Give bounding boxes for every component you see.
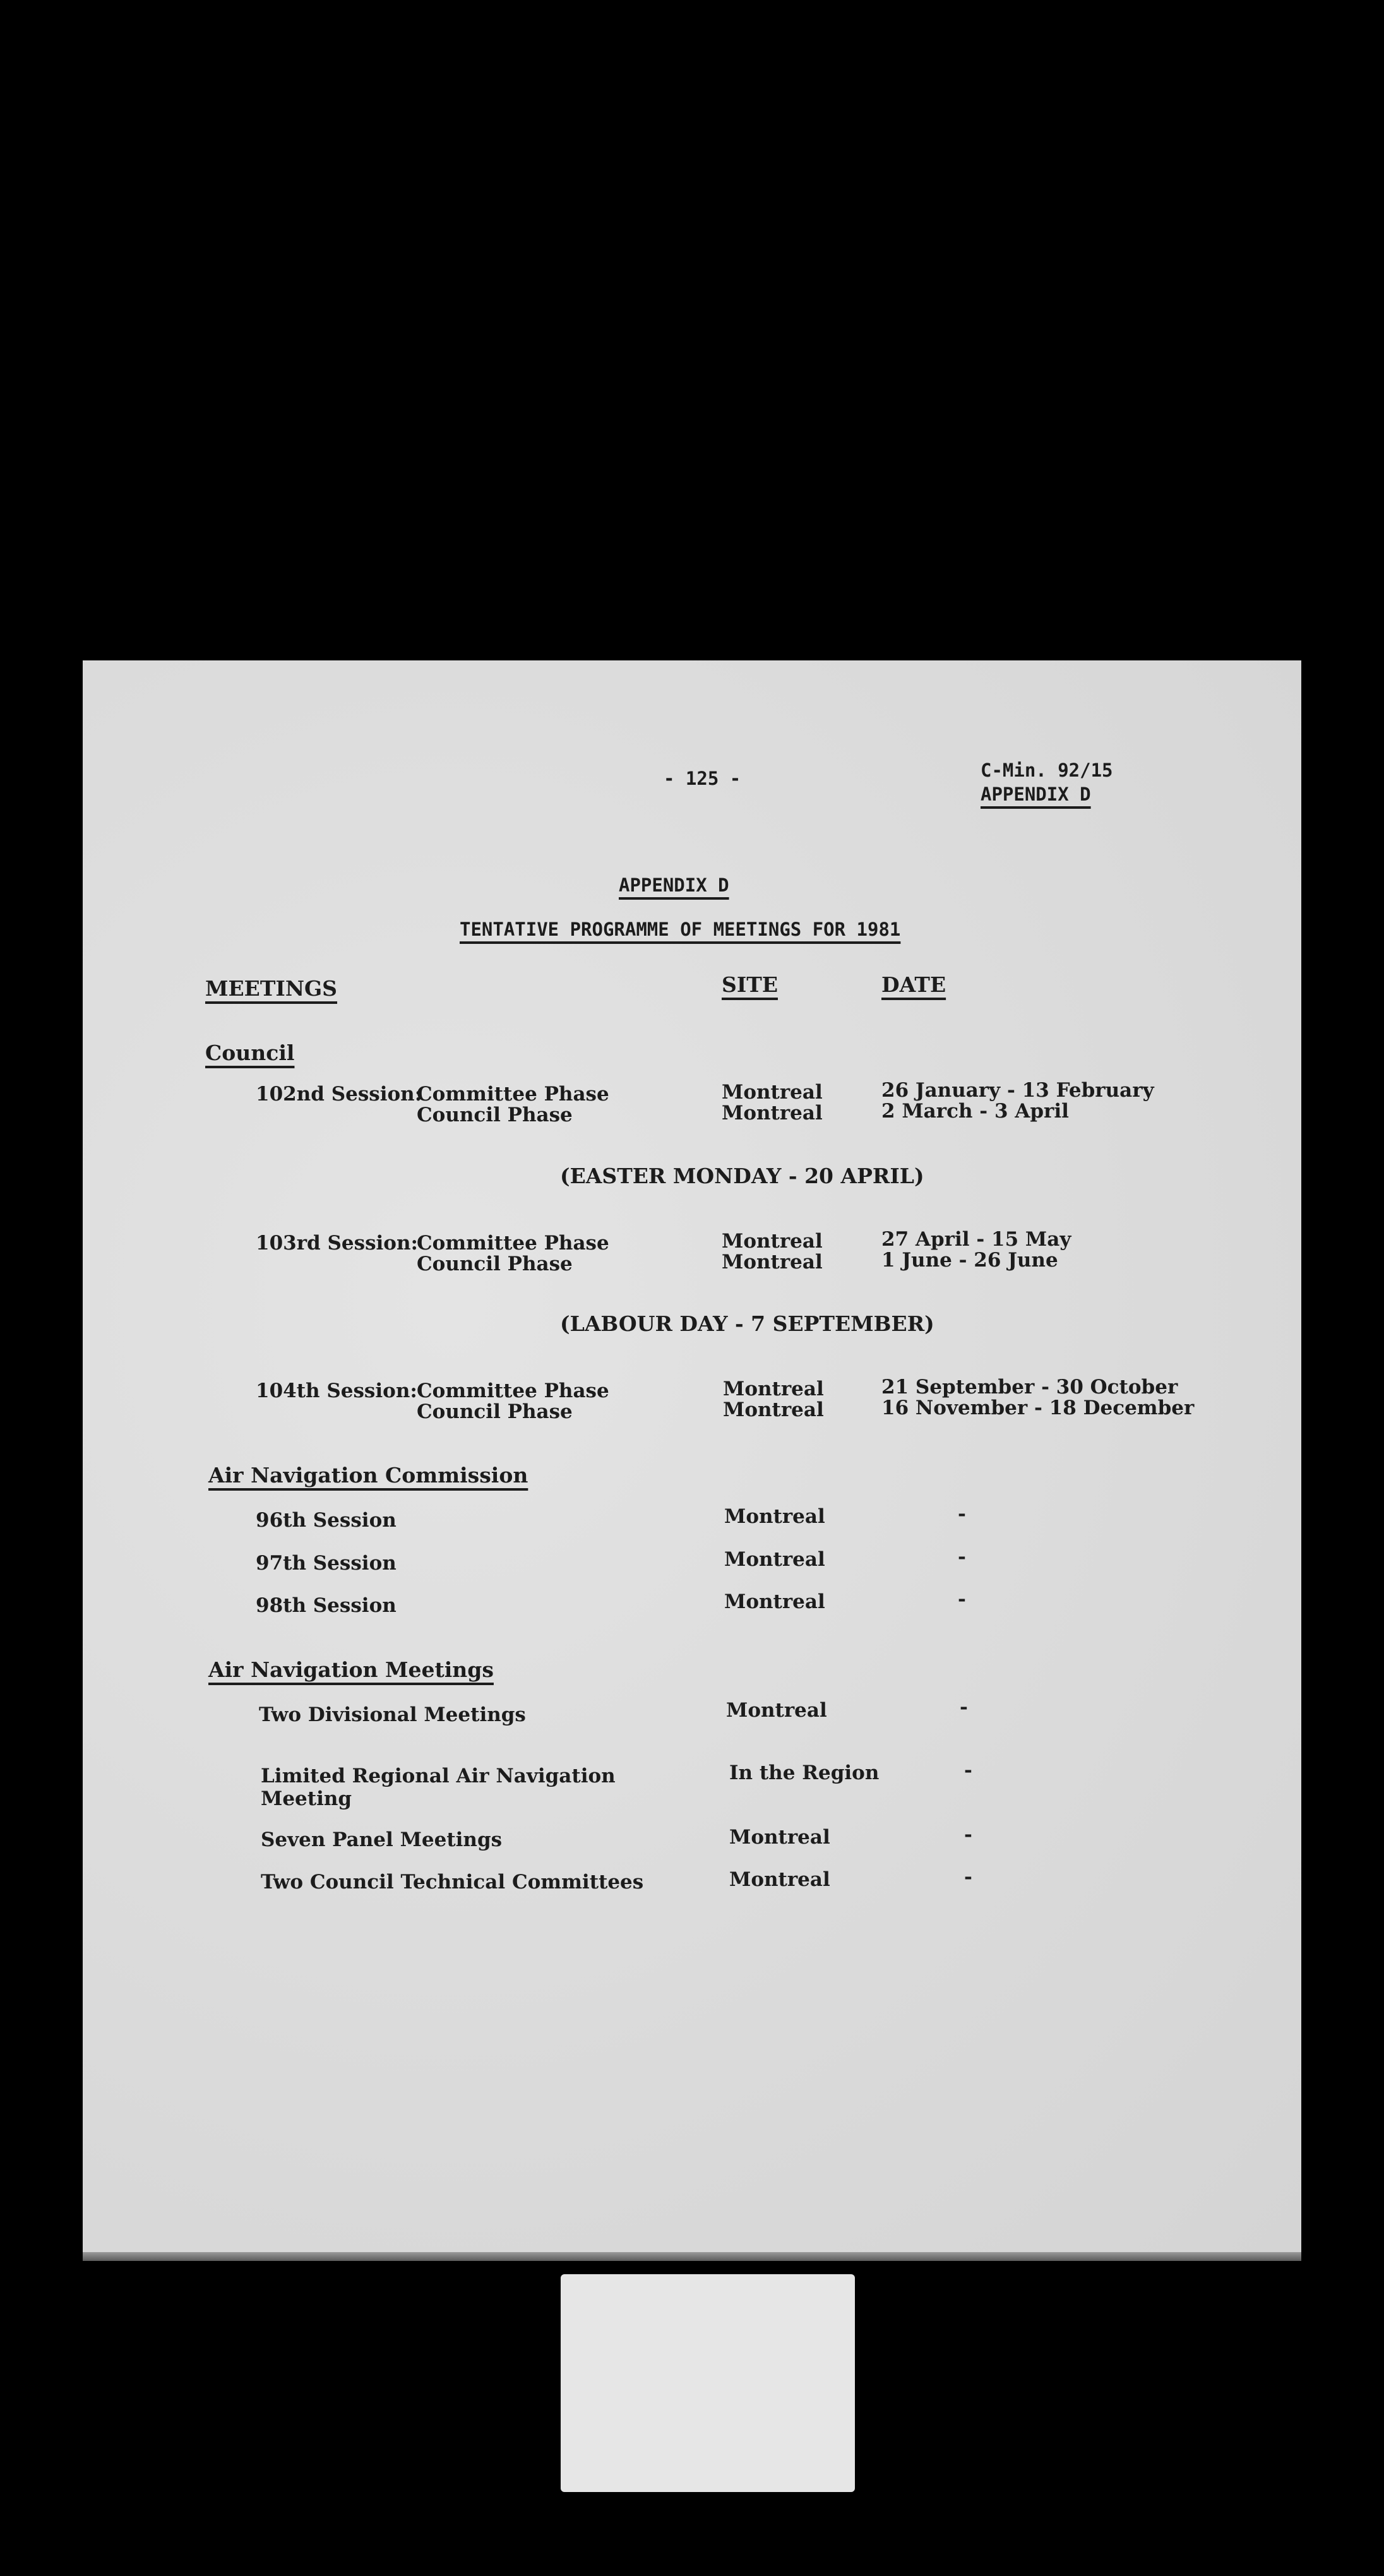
phase-label: Committee Phase bbox=[417, 1380, 609, 1402]
column-header-site: SITE bbox=[722, 972, 778, 997]
date-value: 27 April - 15 May bbox=[881, 1228, 1071, 1251]
site-value: In the Region bbox=[729, 1762, 880, 1784]
date-value: - bbox=[964, 1866, 972, 1888]
programme-heading: TENTATIVE PROGRAMME OF MEETINGS FOR 1981 bbox=[460, 919, 901, 940]
phase-label: Committee Phase bbox=[417, 1232, 609, 1255]
phase-label: Council Phase bbox=[417, 1104, 573, 1126]
meeting-name-continued: Meeting bbox=[261, 1787, 352, 1810]
site-value: Montreal bbox=[722, 1251, 823, 1273]
site-value: Montreal bbox=[724, 1548, 825, 1571]
site-value: Montreal bbox=[724, 1505, 825, 1528]
date-value: 21 September - 30 October bbox=[881, 1376, 1178, 1398]
blank-card bbox=[561, 2274, 855, 2492]
site-value: Montreal bbox=[724, 1590, 825, 1613]
date-value: 16 November - 18 December bbox=[881, 1397, 1195, 1419]
document-reference: C-Min. 92/15 bbox=[981, 760, 1113, 781]
site-value: Montreal bbox=[722, 1230, 823, 1253]
site-value: Montreal bbox=[729, 1826, 830, 1849]
meeting-name: Two Divisional Meetings bbox=[259, 1703, 526, 1726]
holiday-note: (LABOUR DAY - 7 SEPTEMBER) bbox=[560, 1311, 934, 1336]
site-value: Montreal bbox=[723, 1398, 824, 1421]
site-value: Montreal bbox=[726, 1699, 827, 1722]
meeting-name: Seven Panel Meetings bbox=[261, 1828, 503, 1851]
session-label: 102nd Session: bbox=[256, 1083, 422, 1106]
session-label: 104th Session: bbox=[256, 1380, 417, 1402]
meeting-name: 97th Session bbox=[256, 1552, 397, 1575]
session-label: 103rd Session: bbox=[256, 1232, 418, 1255]
date-value: 26 January - 13 February bbox=[881, 1079, 1154, 1102]
meeting-name: Two Council Technical Committees bbox=[261, 1871, 644, 1893]
phase-label: Council Phase bbox=[417, 1400, 573, 1423]
page-edge-shadow bbox=[83, 2252, 1301, 2261]
date-value: - bbox=[964, 1823, 972, 1846]
column-header-date: DATE bbox=[881, 972, 946, 997]
meeting-name: 96th Session bbox=[256, 1509, 397, 1532]
date-value: - bbox=[958, 1503, 966, 1525]
meeting-name: Limited Regional Air Navigation bbox=[261, 1765, 616, 1787]
meeting-name: 98th Session bbox=[256, 1594, 397, 1617]
document-page bbox=[83, 660, 1301, 2261]
date-value: 2 March - 3 April bbox=[881, 1100, 1069, 1123]
site-value: Montreal bbox=[722, 1081, 823, 1104]
site-value: Montreal bbox=[723, 1378, 824, 1400]
section-heading-anm: Air Navigation Meetings bbox=[208, 1657, 494, 1682]
date-value: - bbox=[958, 1546, 966, 1568]
appendix-title: APPENDIX D bbox=[619, 874, 729, 896]
date-value: - bbox=[958, 1588, 966, 1611]
header-appendix-reference: APPENDIX D bbox=[981, 784, 1091, 805]
date-value: - bbox=[960, 1696, 968, 1719]
column-header-meetings: MEETINGS bbox=[205, 976, 338, 1001]
section-heading-council: Council bbox=[205, 1041, 295, 1065]
site-value: Montreal bbox=[729, 1868, 830, 1891]
page-number: - 125 - bbox=[664, 768, 741, 789]
date-value: 1 June - 26 June bbox=[881, 1249, 1058, 1272]
phase-label: Committee Phase bbox=[417, 1083, 609, 1106]
site-value: Montreal bbox=[722, 1102, 823, 1124]
date-value: - bbox=[964, 1759, 972, 1782]
section-heading-anc: Air Navigation Commission bbox=[208, 1463, 528, 1488]
phase-label: Council Phase bbox=[417, 1253, 573, 1275]
holiday-note: (EASTER MONDAY - 20 APRIL) bbox=[560, 1164, 924, 1188]
